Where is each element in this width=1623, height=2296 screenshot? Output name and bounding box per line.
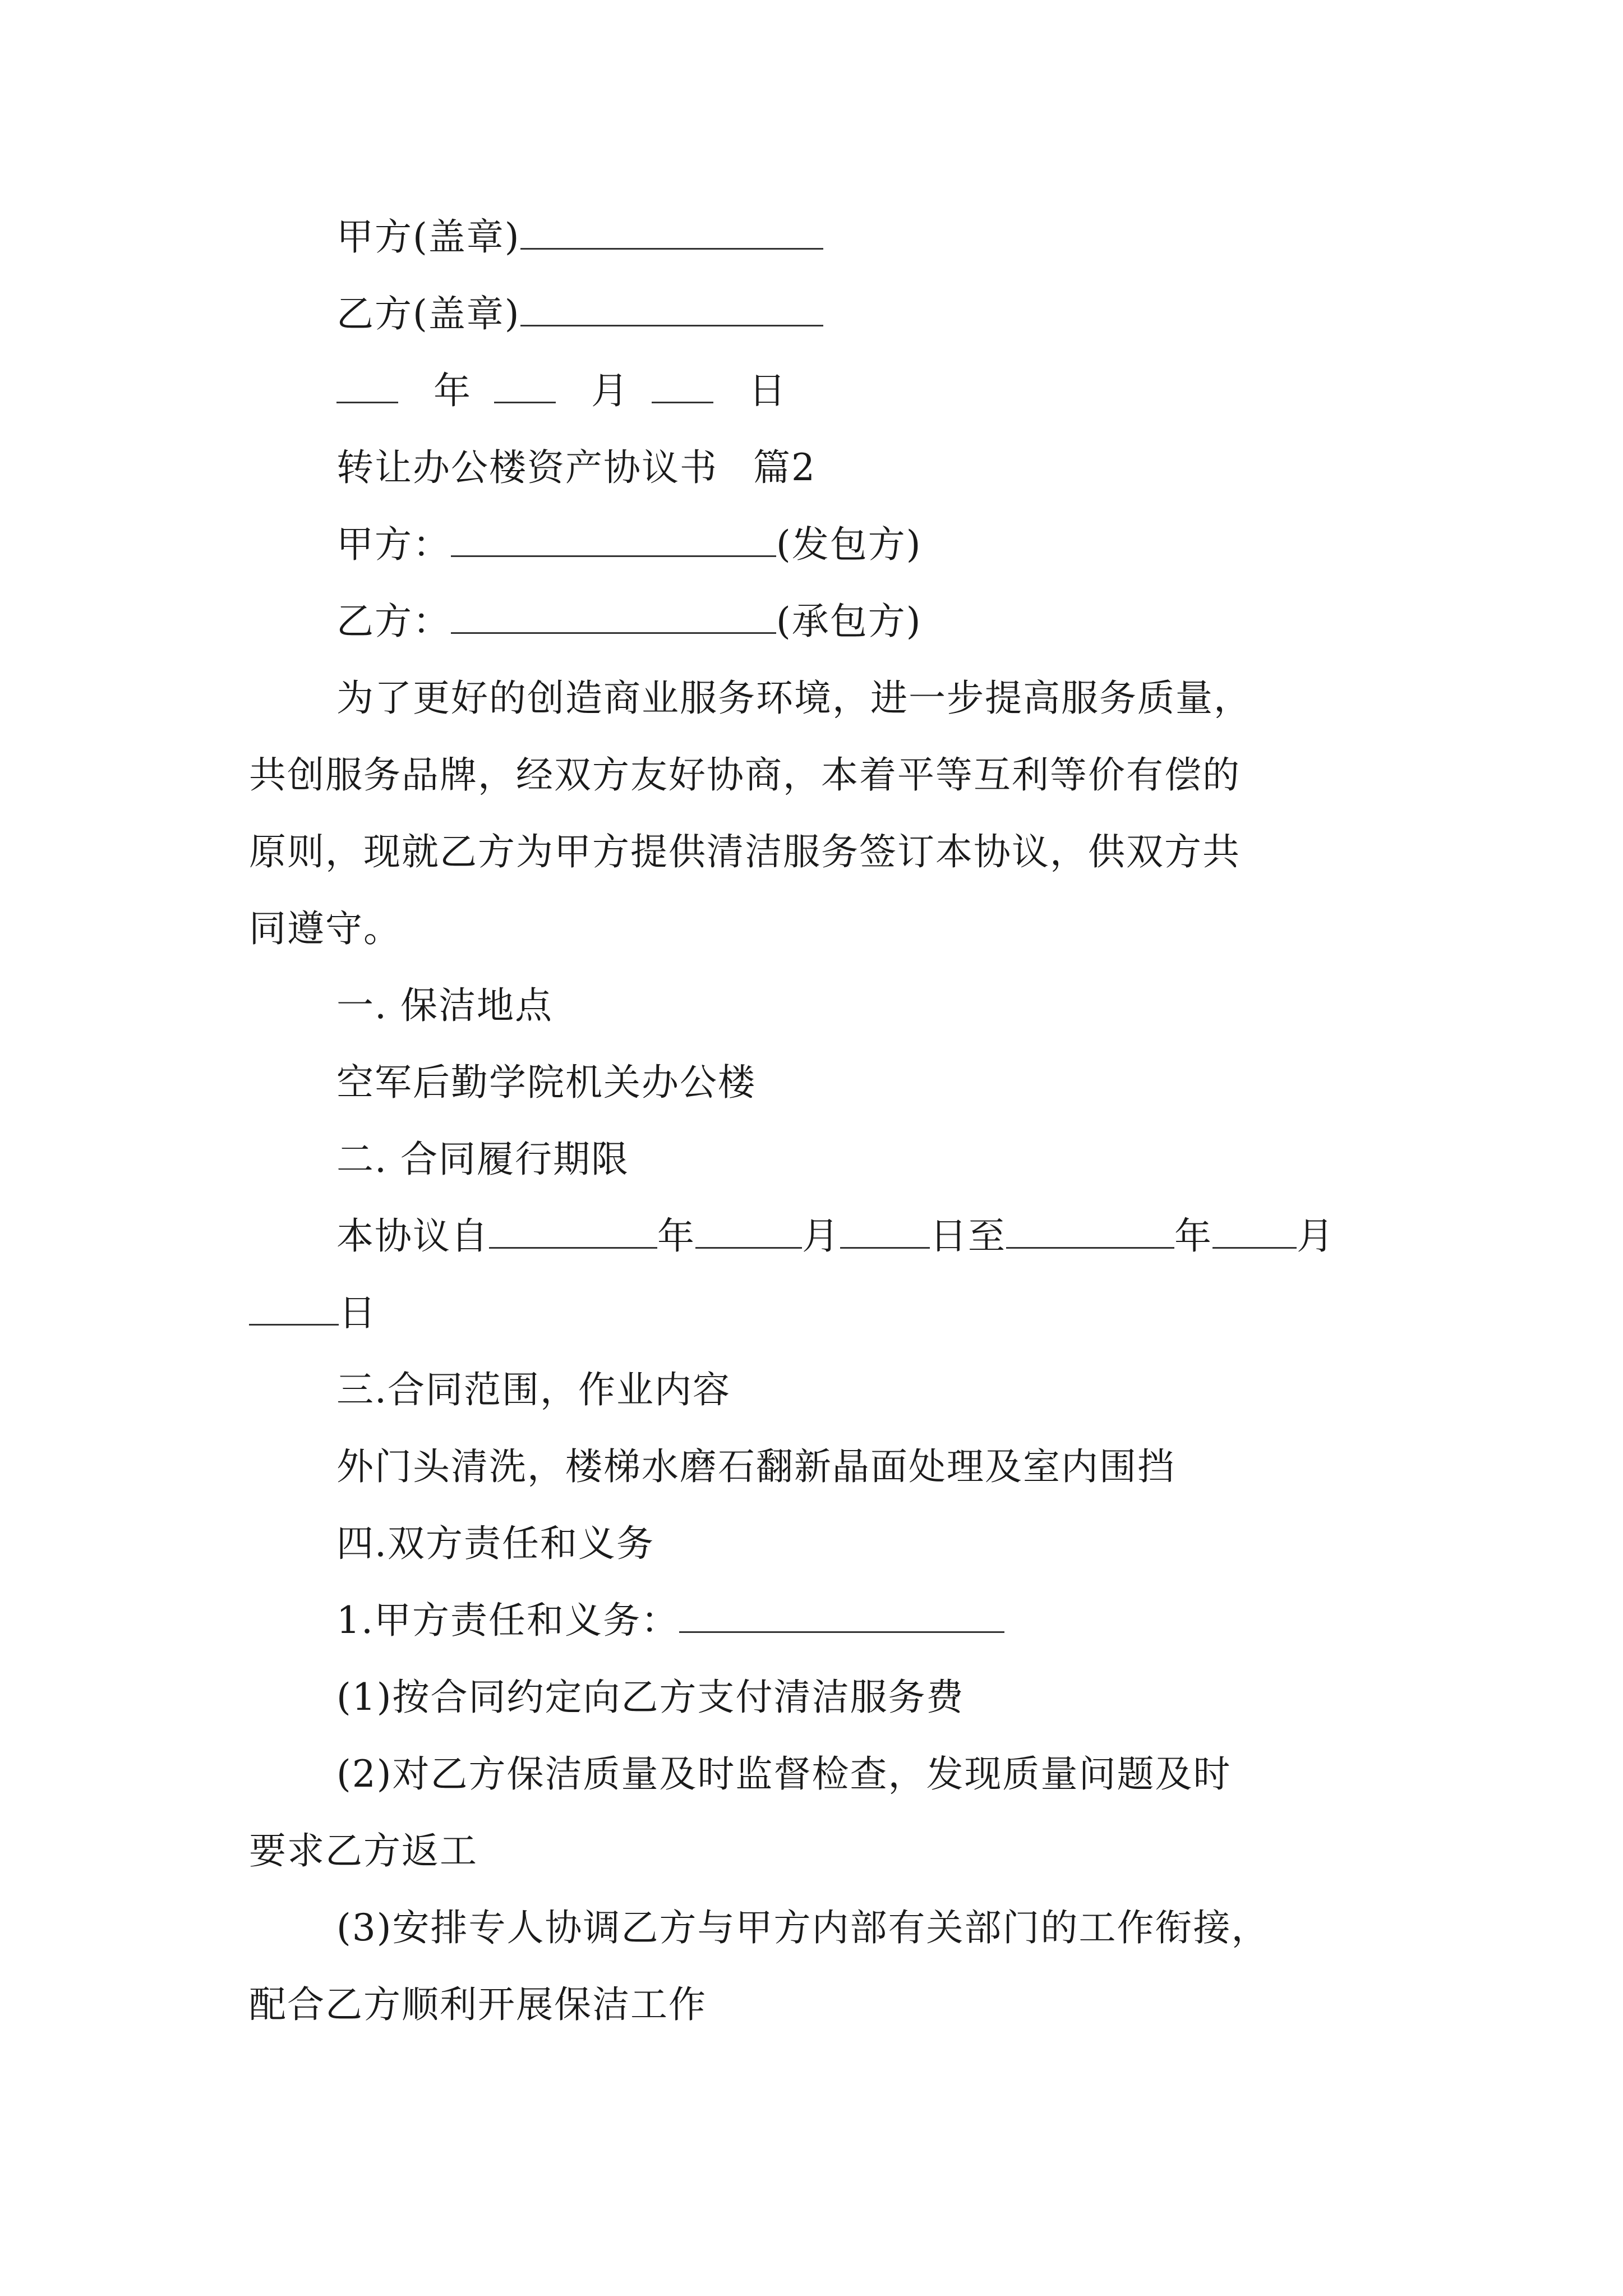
party-b-seal-line <box>336 292 823 337</box>
duty-item-3-line-1: (3)安排专人协调乙方与甲方内部有关部门的工作衔接， <box>336 1906 1270 1949</box>
term-line-cont <box>249 1291 377 1336</box>
party-a-seal-blank <box>520 215 823 250</box>
term-line <box>336 1214 1335 1259</box>
party-a-role: (发包方) <box>776 523 922 566</box>
section-1-content: 空军后勤学院机关办公楼 <box>336 1061 756 1104</box>
term-year-label: 年 <box>657 1214 695 1258</box>
party-a-seal-label: 甲方(盖章) <box>336 215 520 259</box>
date-year-label: 年 <box>433 369 472 412</box>
term-year2-label: 年 <box>1174 1214 1212 1258</box>
term-start-month-blank <box>695 1214 802 1249</box>
party-a-label: 甲方： <box>336 523 451 566</box>
term-month-label: 月 <box>802 1214 840 1258</box>
party-a-duties-label: 1.甲方责任和义务： <box>336 1599 679 1642</box>
document-heading <box>336 445 816 490</box>
term-day2-label: 日 <box>339 1291 377 1335</box>
section-3-content: 外门头清洗，楼梯水磨石翻新晶面处理及室内围挡 <box>336 1445 1175 1488</box>
party-b-label: 乙方： <box>336 600 451 643</box>
term-from-label: 本协议自 <box>336 1214 489 1258</box>
party-a-duties-line <box>336 1598 1004 1643</box>
intro-line-4: 同遵守。 <box>249 907 402 950</box>
date-day-label: 日 <box>748 369 787 412</box>
party-a-duties-blank <box>679 1599 1004 1633</box>
term-to-label: 日至 <box>930 1214 1006 1258</box>
intro-line-2: 共创服务品牌，经双方友好协商，本着平等互利等价有偿的 <box>249 753 1241 797</box>
section-3-heading: 三.合同范围，作业内容 <box>336 1368 731 1411</box>
term-end-year-blank <box>1006 1214 1174 1249</box>
party-a-name-blank <box>451 523 776 557</box>
date-day-blank <box>652 369 713 403</box>
party-a-line <box>336 522 922 567</box>
date-month-label: 月 <box>591 369 629 412</box>
term-start-day-blank <box>840 1214 930 1249</box>
party-b-seal-blank <box>520 292 823 326</box>
party-b-name-blank <box>451 600 776 634</box>
party-b-seal-label: 乙方(盖章) <box>336 292 520 335</box>
party-a-seal-line <box>336 215 823 260</box>
duty-item-3-line-2: 配合乙方顺利开展保洁工作 <box>249 1983 707 2026</box>
term-end-day-blank <box>249 1291 339 1326</box>
duty-item-1: (1)按合同约定向乙方支付清洁服务费 <box>336 1676 965 1719</box>
section-4-heading: 四.双方责任和义务 <box>336 1522 654 1565</box>
duty-item-2-line-1: (2)对乙方保洁质量及时监督检查，发现质量问题及时 <box>336 1752 1232 1796</box>
section-number: 篇2 <box>753 446 816 489</box>
intro-line-3: 原则，现就乙方为甲方提供清洁服务签订本协议，供双方共 <box>249 830 1241 873</box>
signature-date-line <box>336 369 787 413</box>
term-start-year-blank <box>489 1214 657 1249</box>
section-2-heading: 二. 合同履行期限 <box>336 1138 629 1181</box>
party-b-line <box>336 599 922 644</box>
section-1-heading: 一. 保洁地点 <box>336 984 553 1027</box>
intro-line-1: 为了更好的创造商业服务环境，进一步提高服务质量， <box>336 677 1252 720</box>
duty-item-2-line-2: 要求乙方返工 <box>249 1829 478 1872</box>
date-year-blank <box>336 369 398 403</box>
term-month2-label: 月 <box>1297 1214 1335 1258</box>
party-b-role: (承包方) <box>776 600 922 643</box>
document-title: 转让办公楼资产协议书 <box>336 446 718 489</box>
term-end-month-blank <box>1212 1214 1297 1249</box>
date-month-blank <box>494 369 556 403</box>
